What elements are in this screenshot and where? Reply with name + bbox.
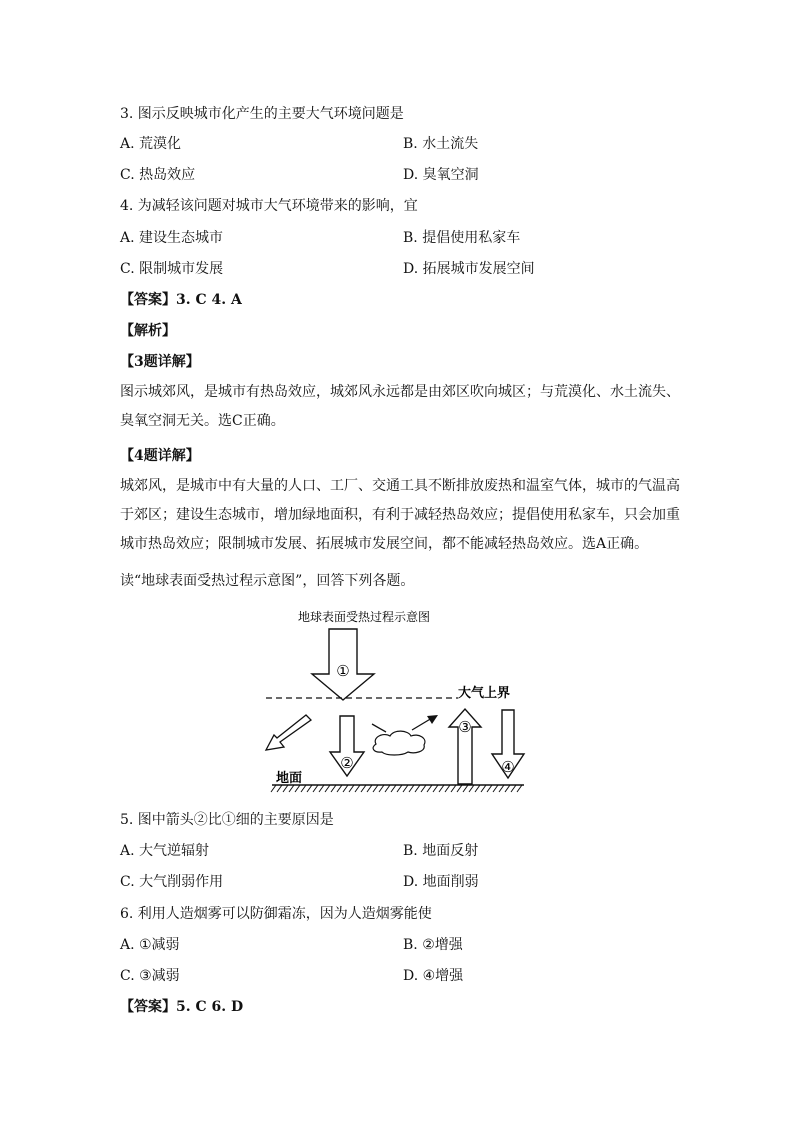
ground-hatch-stroke <box>433 785 438 792</box>
q4-option-c: C. 限制城市发展 <box>120 261 224 277</box>
q3-stem: 3. 图示反映城市化产生的主要大气环境问题是 <box>120 106 404 122</box>
q4-option-b: B. 提倡使用私家车 <box>403 230 521 246</box>
ground-hatching <box>271 785 522 792</box>
arrow-3-number: ③ <box>458 718 472 736</box>
answer-line-1: 【答案】3. C 4. A <box>120 292 242 308</box>
ground-hatch-stroke <box>361 785 366 792</box>
ground-hatch-stroke <box>487 785 492 792</box>
q4-stem: 4. 为减轻该问题对城市大气环境带来的影响，宜 <box>120 198 418 214</box>
q3-option-c: C. 热岛效应 <box>120 167 196 183</box>
detail-4-label: 【4题详解】 <box>120 448 200 464</box>
analysis-label: 【解析】 <box>120 323 176 339</box>
ground-hatch-stroke <box>379 785 384 792</box>
arrow-1-number: ① <box>336 662 350 680</box>
q6-option-d: D. ④增强 <box>403 968 464 984</box>
detail-4-text: 城郊风，是城市中有大量的人口、工厂、交通工具不断排放废热和温室气体，城市的气温高于郊区；建设生态城市，增加绿地面积，有利于减轻热岛效应；提倡使用私家车，只会加重城市热岛效应；限制城市发展、拓展城市发展空间，都不能减轻热岛效应。选A正确。 <box>120 478 680 552</box>
atmosphere-top-label: 大气上界 <box>458 686 511 701</box>
ground-hatch-stroke <box>295 785 300 792</box>
scatter-arrow <box>376 728 430 730</box>
q5-option-a: A. 大气逆辐射 <box>120 843 210 859</box>
answer-line-2: 【答案】5. C 6. D <box>120 999 244 1015</box>
ground-label: 地面 <box>276 771 303 786</box>
ground-hatch-stroke <box>475 785 480 792</box>
ground-hatch-stroke <box>331 785 336 792</box>
detail-3-text: 图示城郊风，是城市有热岛效应，城郊风永远都是由郊区吹向城区；与荒漠化、水土流失、臭氧空洞无关。选C正确。 <box>120 384 680 429</box>
ground-hatch-stroke <box>415 785 420 792</box>
ground-hatch-stroke <box>349 785 354 792</box>
q5-option-b: B. 地面反射 <box>403 843 479 859</box>
q6-option-b: B. ②增强 <box>403 937 463 953</box>
ground-hatch-stroke <box>355 785 360 792</box>
ground-hatch-stroke <box>469 785 474 792</box>
q4-option-a: A. 建设生态城市 <box>120 230 224 246</box>
ground-hatch-stroke <box>319 785 324 792</box>
ground-hatch-stroke <box>493 785 498 792</box>
ground-hatch-stroke <box>277 785 282 792</box>
q4-option-d: D. 拓展城市发展空间 <box>403 261 535 277</box>
reflected-arrow <box>266 715 311 750</box>
q3-option-d: D. 臭氧空洞 <box>403 167 479 183</box>
ground-hatch-stroke <box>439 785 444 792</box>
q6-stem: 6. 利用人造烟雾可以防御霜冻，因为人造烟雾能使 <box>120 906 432 922</box>
ground-hatch-stroke <box>397 785 402 792</box>
ground-hatch-stroke <box>517 785 522 792</box>
ground-hatch-stroke <box>307 785 312 792</box>
ground-hatch-stroke <box>271 785 276 792</box>
ground-hatch-stroke <box>403 785 408 792</box>
ground-hatch-stroke <box>313 785 318 792</box>
ground-hatch-stroke <box>367 785 372 792</box>
diagram-intro: 读“地球表面受热过程示意图”，回答下列各题。 <box>120 573 415 589</box>
diagram-title: 地球表面受热过程示意图 <box>298 610 431 624</box>
q6-option-c: C. ③减弱 <box>120 968 180 984</box>
ground-hatch-stroke <box>511 785 516 792</box>
ground-hatch-stroke <box>373 785 378 792</box>
diagram-svg <box>262 604 532 796</box>
ground-hatch-stroke <box>463 785 468 792</box>
ground-hatch-stroke <box>343 785 348 792</box>
earth-surface-heating-diagram <box>262 604 532 796</box>
q6-option-a: A. ①减弱 <box>120 937 180 953</box>
ground-hatch-stroke <box>445 785 450 792</box>
scatter-arrow-left <box>372 724 386 732</box>
detail-3-label: 【3题详解】 <box>120 354 200 370</box>
arrow-2-number: ② <box>340 754 354 772</box>
ground-hatch-stroke <box>481 785 486 792</box>
ground-hatch-stroke <box>499 785 504 792</box>
ground-hatch-stroke <box>451 785 456 792</box>
ground-hatch-stroke <box>421 785 426 792</box>
ground-hatch-stroke <box>427 785 432 792</box>
scatter-arrow-right <box>412 718 432 730</box>
ground-hatch-stroke <box>457 785 462 792</box>
ground-hatch-stroke <box>409 785 414 792</box>
ground-hatch-stroke <box>391 785 396 792</box>
ground-hatch-stroke <box>283 785 288 792</box>
q3-option-a: A. 荒漠化 <box>120 136 182 152</box>
ground-hatch-stroke <box>289 785 294 792</box>
q5-option-d: D. 地面削弱 <box>403 874 479 890</box>
q3-option-b: B. 水土流失 <box>403 136 479 152</box>
cloud-icon <box>373 731 425 755</box>
q5-stem: 5. 图中箭头②比①细的主要原因是 <box>120 812 334 828</box>
ground-hatch-stroke <box>337 785 342 792</box>
ground-hatch-stroke <box>325 785 330 792</box>
ground-hatch-stroke <box>385 785 390 792</box>
ground-hatch-stroke <box>505 785 510 792</box>
arrow-4-number: ④ <box>501 758 515 776</box>
ground-hatch-stroke <box>301 785 306 792</box>
q5-option-c: C. 大气削弱作用 <box>120 874 224 890</box>
